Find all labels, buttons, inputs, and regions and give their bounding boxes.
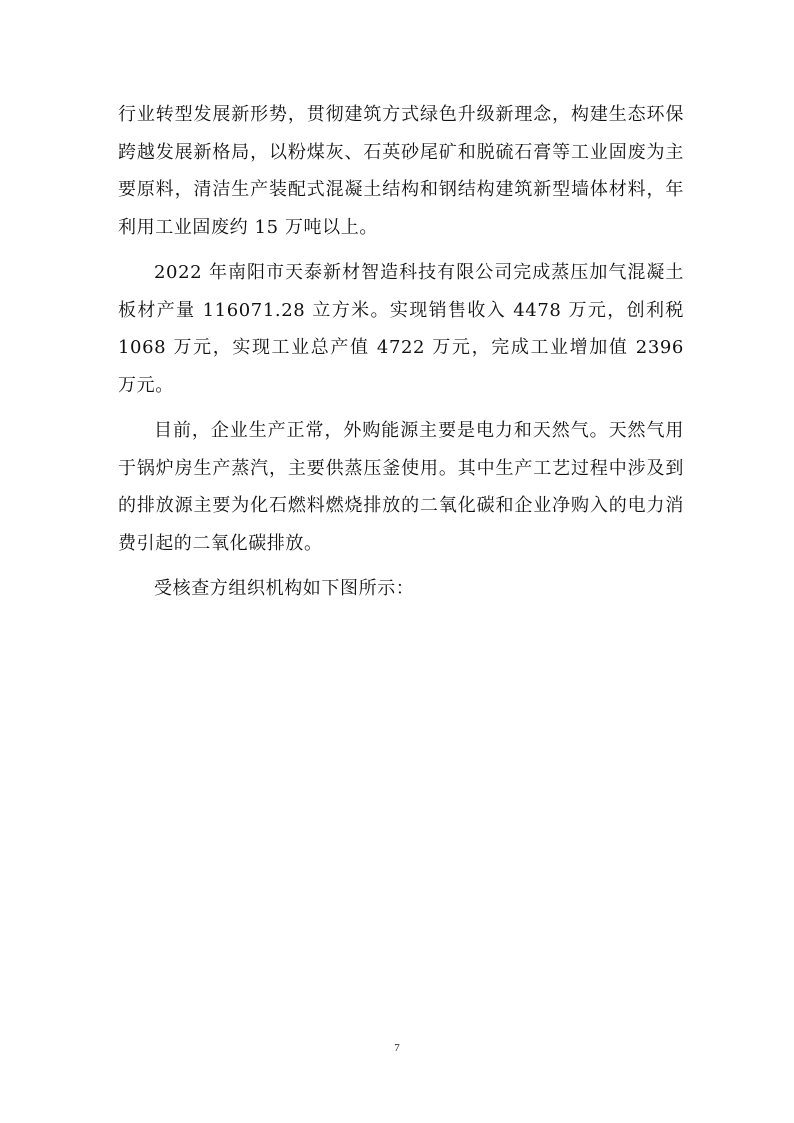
paragraph-org-structure-intro: 受核查方组织机构如下图所示： [154,578,415,599]
paragraph-production-output: 2022 年南阳市天泰新材智造科技有限公司完成蒸压加气混凝土板材产量 116071.28 立方米。实现销售收入 4478 万元，创利税 1068 万元，实现工业总产值 4722 万元，完成工业增加值 2396 万元。 [118,262,684,396]
paragraph-energy-emissions: 目前，企业生产正常，外购能源主要是电力和天然气。天然气用于锅炉房生产蒸汽，主要供蒸压釜使用。其中生产工艺过程中涉及到的排放源主要为化石燃料燃烧排放的二氧化碳和企业净购入的电力消费引起的二氧化碳排放。 [118,420,684,554]
paragraph-continuation: 行业转型发展新形势，贯彻建筑方式绿色升级新理念，构建生态环保跨越发展新格局，以粉煤灰、石英砂尾矿和脱硫石膏等工业固废为主要原料，清洁生产装配式混凝土结构和钢结构建筑新型墙体材料，年利用工业固废约 15 万吨以上。 [118,104,684,238]
page-number: 7 [394,1042,400,1054]
body-text [118,96,684,616]
